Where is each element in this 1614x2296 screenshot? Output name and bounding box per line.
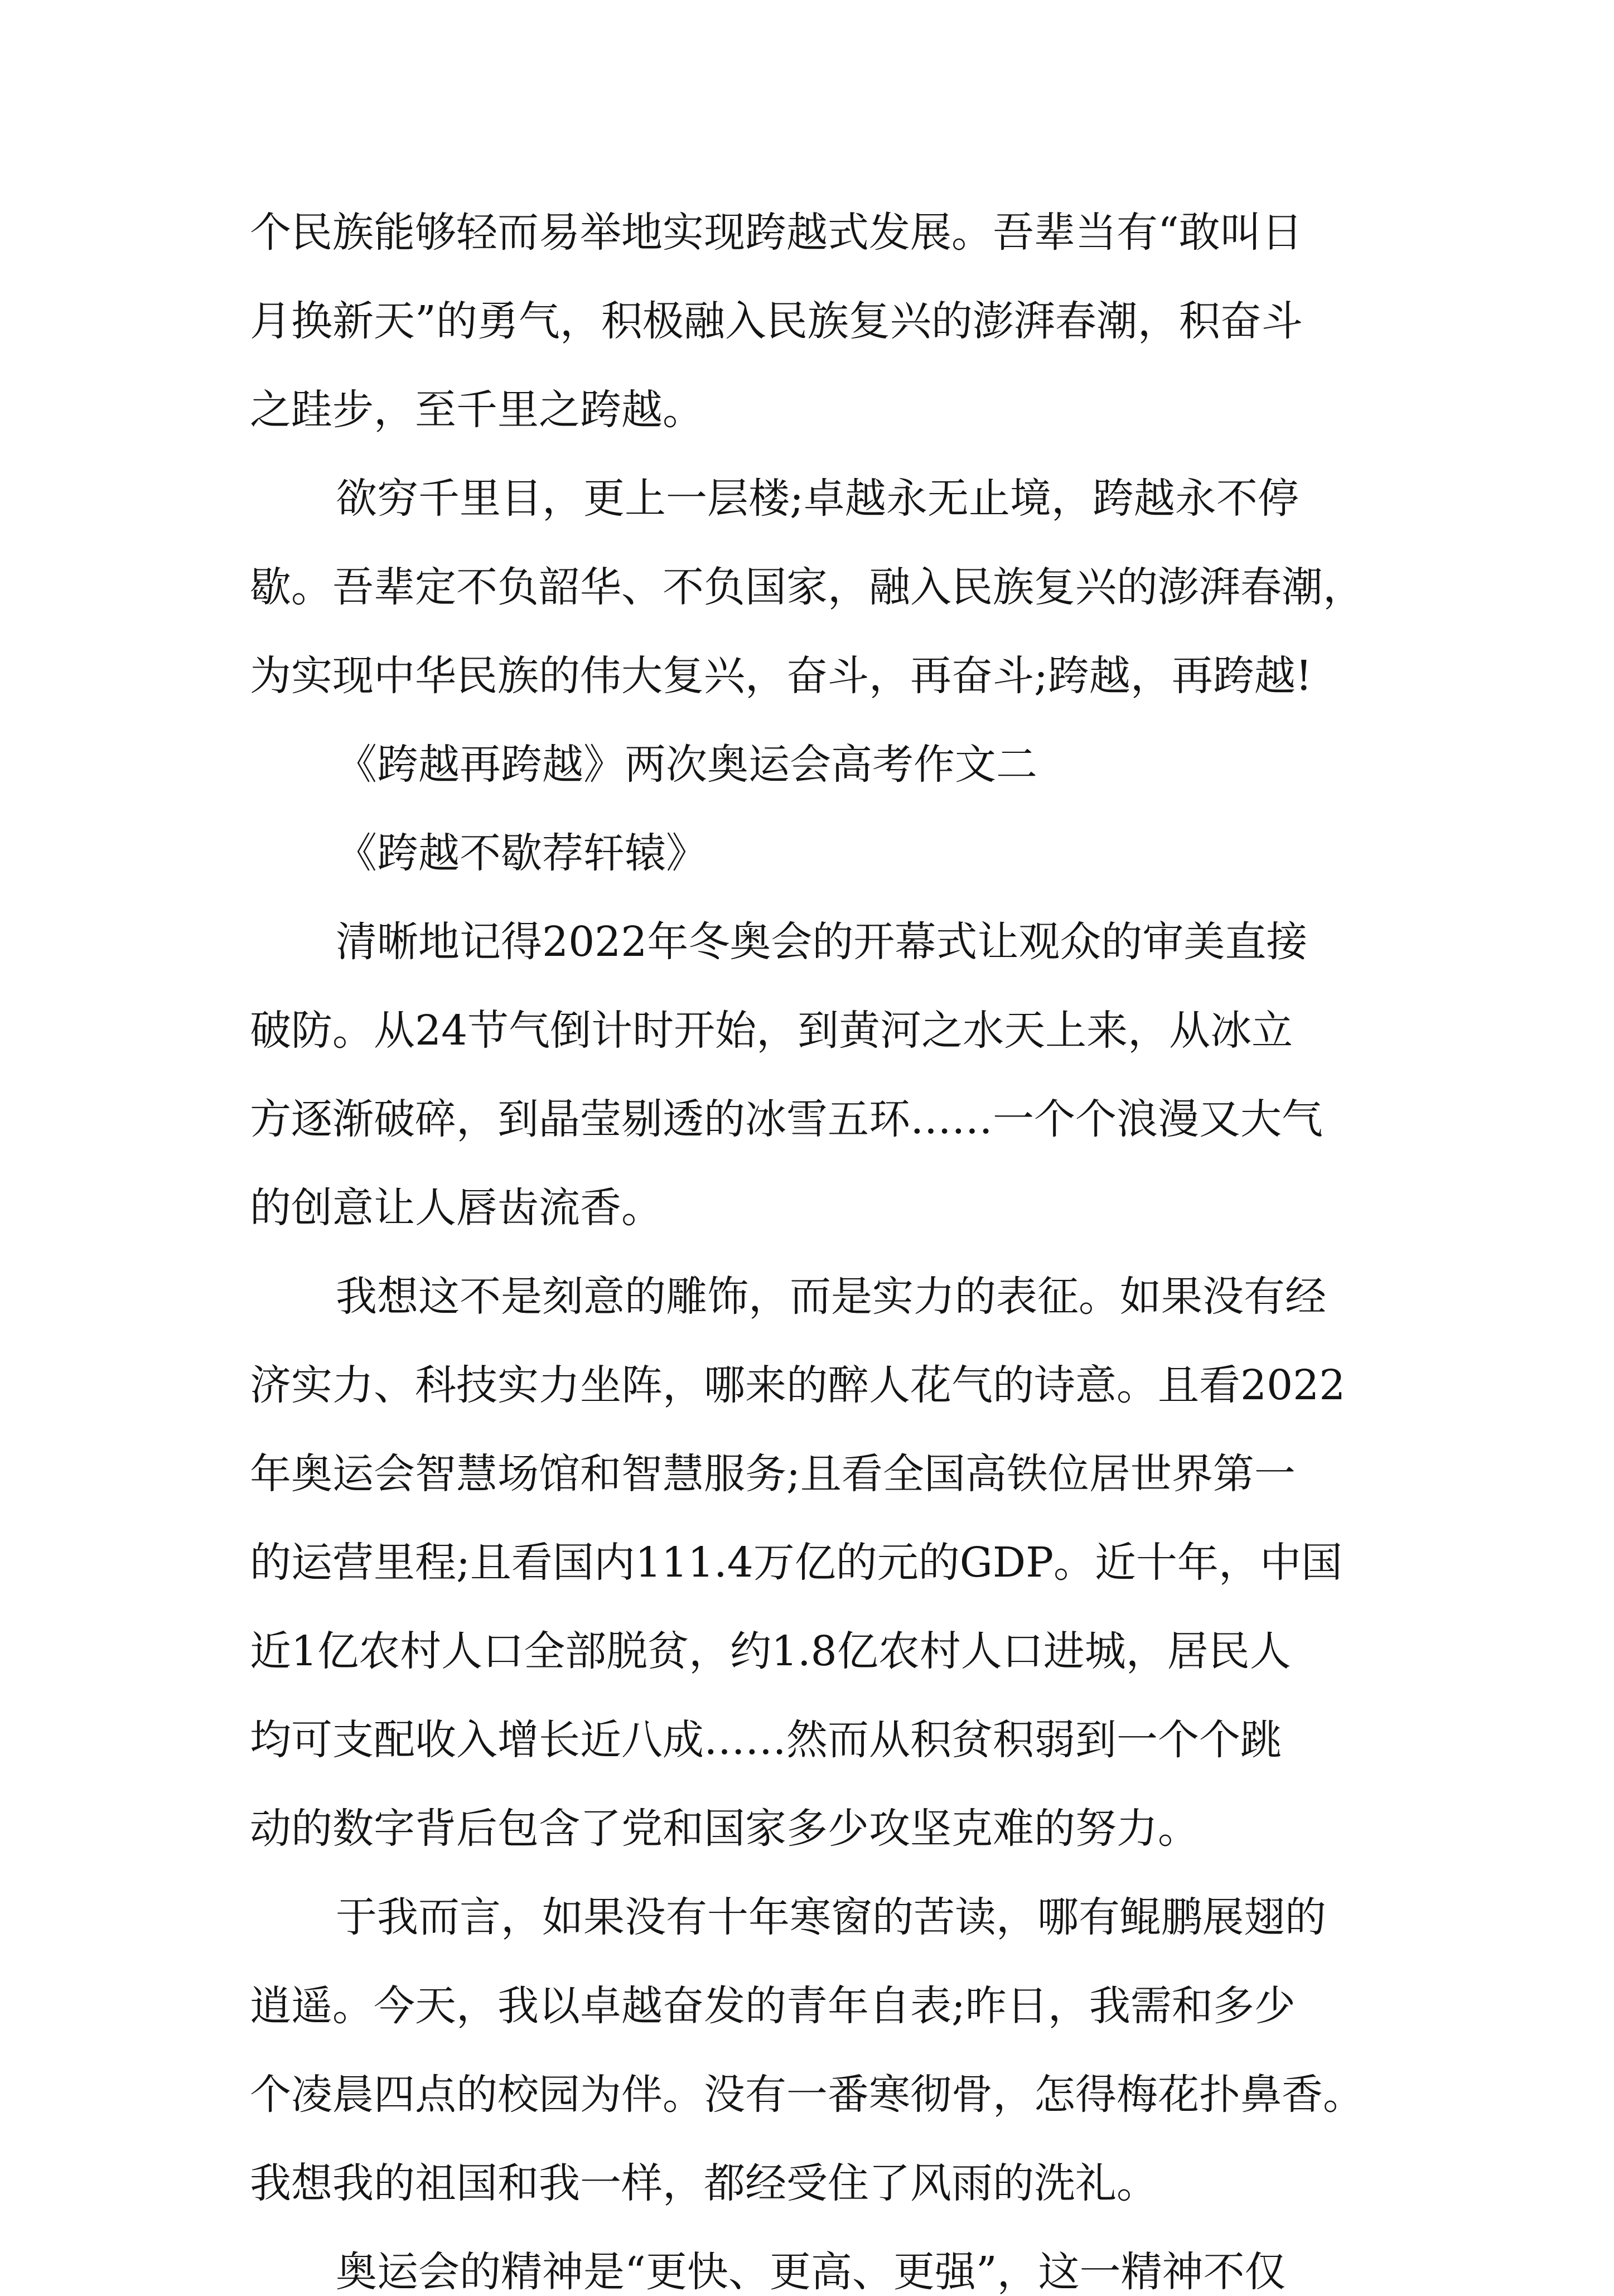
text-line: 个凌晨四点的校园为伴。没有一番寒彻骨，怎得梅花扑鼻香。 [250, 2071, 1364, 2119]
text-line: 为实现中华民族的伟大复兴，奋斗，再奋斗;跨越，再跨越! [250, 652, 1312, 700]
text-line: 的运营里程;且看国内111.4万亿的元的GDP。近十年，中国 [250, 1539, 1343, 1587]
essay-title: 《跨越不歇荐轩辕》 [336, 829, 707, 877]
text-line: 奥运会的精神是“更快、更高、更强”，这一精神不仅 [336, 2248, 1286, 2296]
text-line: 我想这不是刻意的雕饰，而是实力的表征。如果没有经 [336, 1273, 1326, 1321]
text-line: 之跬步，至千里之跨越。 [250, 386, 704, 434]
text-line: 个民族能够轻而易举地实现跨越式发展。吾辈当有“敢叫日 [250, 209, 1303, 257]
text-line: 破防。从24节气倒计时开始，到黄河之水天上来，从冰立 [250, 1007, 1293, 1055]
text-line: 歇。吾辈定不负韶华、不负国家，融入民族复兴的澎湃春潮， [250, 563, 1364, 611]
text-line: 清晰地记得2022年冬奥会的开幕式让观众的审美直接 [336, 918, 1308, 966]
text-line: 欲穷千里目，更上一层楼;卓越永无止境，跨越永不停 [336, 475, 1299, 523]
text-line: 年奥运会智慧场馆和智慧服务;且看全国高铁位居世界第一 [250, 1450, 1296, 1498]
text-line: 的创意让人唇齿流香。 [250, 1184, 663, 1232]
text-line: 于我而言，如果没有十年寒窗的苦读，哪有鲲鹏展翅的 [336, 1893, 1326, 1941]
text-line: 均可支配收入增长近八成……然而从积贫积弱到一个个跳 [250, 1716, 1282, 1764]
text-line: 方逐渐破碎，到晶莹剔透的冰雪五环……一个个浪漫又大气 [250, 1095, 1323, 1143]
text-line: 动的数字背后包含了党和国家多少攻坚克难的努力。 [250, 1805, 1199, 1853]
text-line: 近1亿农村人口全部脱贫，约1.8亿农村人口进城，居民人 [250, 1627, 1291, 1675]
section-title: 《跨越再跨越》两次奥运会高考作文二 [336, 741, 1037, 789]
text-line: 月换新天”的勇气，积极融入民族复兴的澎湃春潮，积奋斗 [250, 297, 1303, 345]
text-line: 济实力、科技实力坐阵，哪来的醉人花气的诗意。且看2022 [250, 1361, 1346, 1409]
text-line: 我想我的祖国和我一样，都经受住了风雨的洗礼。 [250, 2159, 1158, 2207]
text-line: 逍遥。今天，我以卓越奋发的青年自表;昨日，我需和多少 [250, 1982, 1296, 2030]
